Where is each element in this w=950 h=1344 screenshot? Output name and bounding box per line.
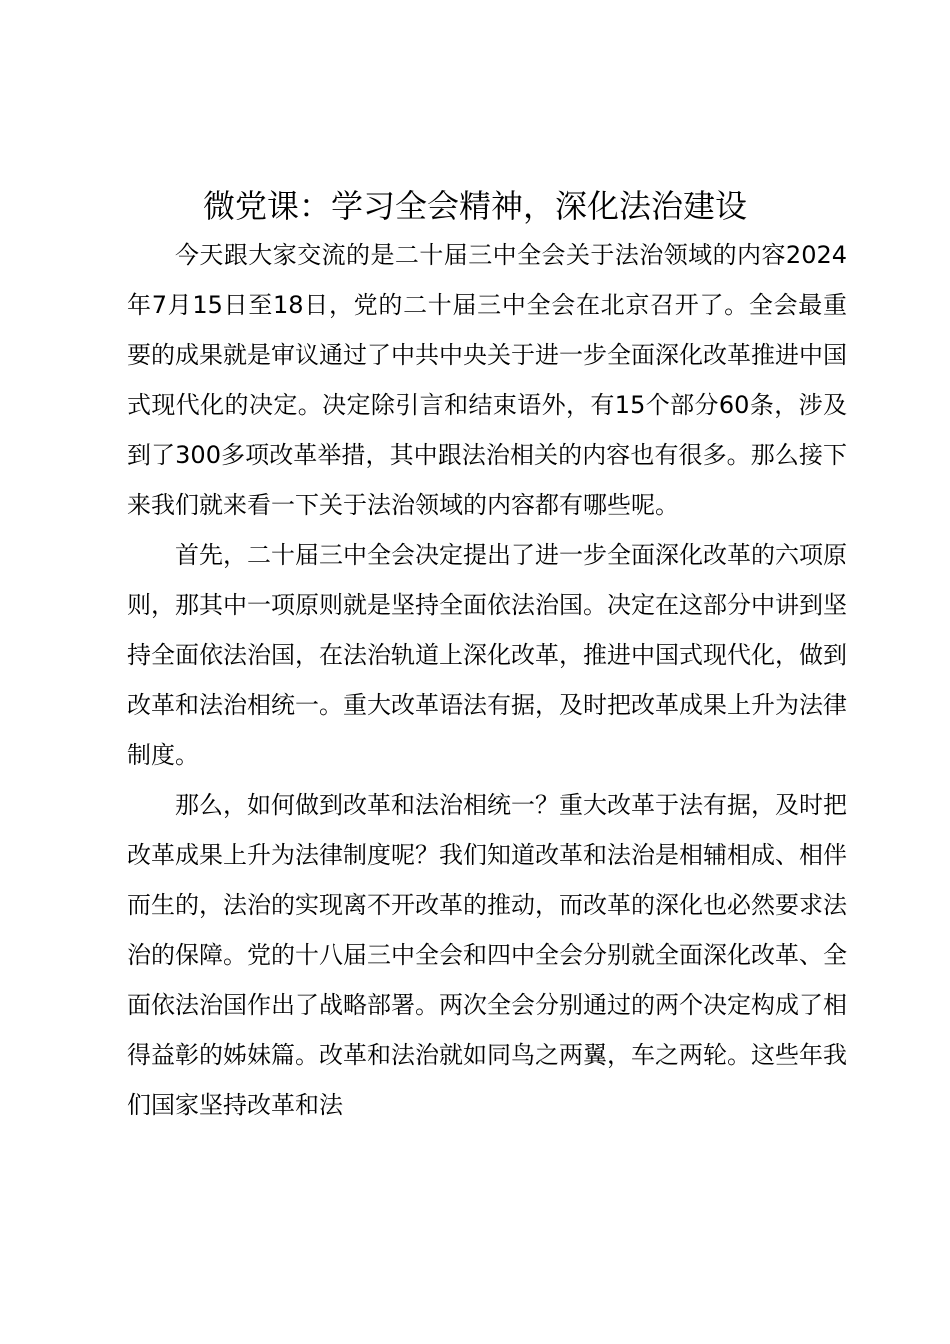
paragraph-3: 那么，如何做到改革和法治相统一？重大改革于法有据，及时把改革成果上升为法律制度呢？我们知道改革和法治是相辅相成、相伴而生的，法治的实现离不开改革的推动，而改革的深化也必然要求法治的保障。党的十八届三中全会和四中全会分别就全面深化改革、全面依法治国作出了战略部署。两次全会分别通过的两个决定构成了相得益彰的姊妹篇。改革和法治就如同鸟之两翼，车之两轮。这些年我们国家坚持改革和法 xyxy=(127,791,847,1119)
paragraph-1: 今天跟大家交流的是二十届三中全会关于法治领域的内容2024年7月15日至18日，党的二十届三中全会在北京召开了。全会最重要的成果就是审议通过了中共中央关于进一步全面深化改革推进中国式现代化的决定。决定除引言和结束语外，有15个部分60条，涉及到了300多项改革举措，其中跟法治相关的内容也有很多。那么接下来我们就来看一下关于法治领域的内容都有哪些呢。 xyxy=(127,241,847,519)
paragraph-2: 首先，二十届三中全会决定提出了进一步全面深化改革的六项原则，那其中一项原则就是坚持全面依法治国。决定在这部分中讲到坚持全面依法治国，在法治轨道上深化改革，推进中国式现代化，做到改革和法治相统一。重大改革语法有据，及时把改革成果上升为法律制度。 xyxy=(127,541,847,769)
document-title: 微党课：学习全会精神，深化法治建设 xyxy=(202,187,747,225)
document-body xyxy=(127,230,847,1130)
